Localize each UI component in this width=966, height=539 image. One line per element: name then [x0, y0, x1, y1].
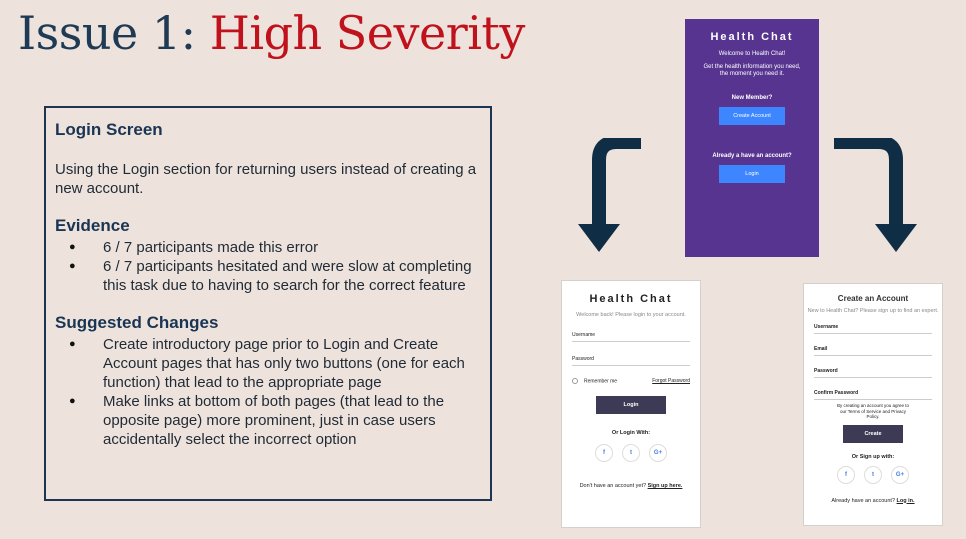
- slide-title: [18, 6, 525, 60]
- issue-description: Using the Login section for returning users instead of creating a new account.: [55, 161, 477, 197]
- login-footer-text: Don't have an account yet?: [579, 483, 648, 490]
- intro-tagline: Get the health information you need, the moment you need it.: [703, 64, 801, 77]
- social-login-row: [562, 444, 700, 462]
- create-title: Create an Account: [837, 294, 909, 303]
- create-or-text: Or Sign up with:: [851, 453, 895, 460]
- intro-welcome: Welcome to Health Chat!: [718, 51, 786, 57]
- intro-already-have-account: Already a have an account?: [712, 153, 792, 159]
- box-heading: Login Screen: [55, 120, 163, 139]
- create-account-screen-mockup: [803, 283, 943, 526]
- remember-label: Remember me: [584, 378, 618, 385]
- terms-text: By creating an account you agree to our Terms of Service and Privacy Policy.: [836, 403, 910, 419]
- create-password-field[interactable]: Password: [814, 364, 932, 378]
- login-brand: Health Chat: [589, 293, 673, 305]
- evidence-item: ● 6 / 7 participants hesitated and were slow at completing this task due to having to search for the correct feature: [55, 257, 480, 295]
- confirm-password-field[interactable]: Confirm Password: [814, 386, 932, 400]
- create-button[interactable]: Create: [843, 425, 903, 443]
- create-username-field[interactable]: Username: [814, 320, 932, 334]
- remember-me-checkbox[interactable]: [572, 378, 617, 384]
- suggested-heading: Suggested Changes: [55, 313, 219, 332]
- facebook-icon[interactable]: f: [837, 466, 855, 484]
- twitter-icon[interactable]: t: [864, 466, 882, 484]
- create-subtitle: New to Health Chat? Please sign up to find an expert.: [807, 308, 939, 314]
- intro-new-member: New Member?: [731, 95, 773, 101]
- login-or-text: Or Login With:: [611, 430, 651, 437]
- arrow-down-right-icon: [832, 138, 922, 256]
- email-field[interactable]: Email: [814, 342, 932, 356]
- google-plus-icon[interactable]: G+: [891, 466, 909, 484]
- log-in-link[interactable]: Log in.: [896, 497, 915, 504]
- create-footer-text: Already have an account?: [831, 497, 897, 504]
- suggested-list: [55, 335, 480, 449]
- login-subtitle: Welcome back! Please login to your account.: [576, 312, 686, 318]
- login-button[interactable]: Login: [596, 396, 666, 414]
- google-plus-icon[interactable]: G+: [649, 444, 667, 462]
- login-screen-mockup: [561, 280, 701, 528]
- title-prefix: Issue 1:: [18, 6, 210, 60]
- username-field[interactable]: Username: [572, 328, 690, 342]
- login-footer: [562, 483, 700, 489]
- evidence-list: [55, 238, 480, 295]
- issue-details-box: [44, 106, 492, 501]
- intro-screen-mockup: [685, 19, 819, 257]
- remember-row: [572, 378, 690, 384]
- arrow-down-left-icon: [575, 138, 645, 256]
- suggested-item: ● Create introductory page prior to Login and Create Account pages that has only two buttons (one for each function) that lead to the appropriate page: [55, 335, 480, 392]
- social-signup-row: [804, 466, 942, 484]
- twitter-icon[interactable]: t: [622, 444, 640, 462]
- password-field[interactable]: Password: [572, 352, 690, 366]
- create-footer: [804, 498, 942, 504]
- sign-up-link[interactable]: Sign up here.: [647, 483, 683, 490]
- title-severity: High Severity: [209, 6, 525, 60]
- facebook-icon[interactable]: f: [595, 444, 613, 462]
- create-account-button[interactable]: Create Account: [719, 107, 785, 125]
- forgot-password-link[interactable]: Forgot Password: [652, 378, 690, 385]
- evidence-item: ● 6 / 7 participants made this error: [55, 238, 480, 257]
- checkbox-icon: [572, 378, 578, 384]
- intro-login-button[interactable]: Login: [719, 165, 785, 183]
- evidence-heading: Evidence: [55, 216, 130, 235]
- intro-brand: Health Chat: [710, 31, 794, 43]
- suggested-item: ● Make links at bottom of both pages (that lead to the opposite page) more prominent, just in case users accidentally select the incorrect option: [55, 392, 480, 449]
